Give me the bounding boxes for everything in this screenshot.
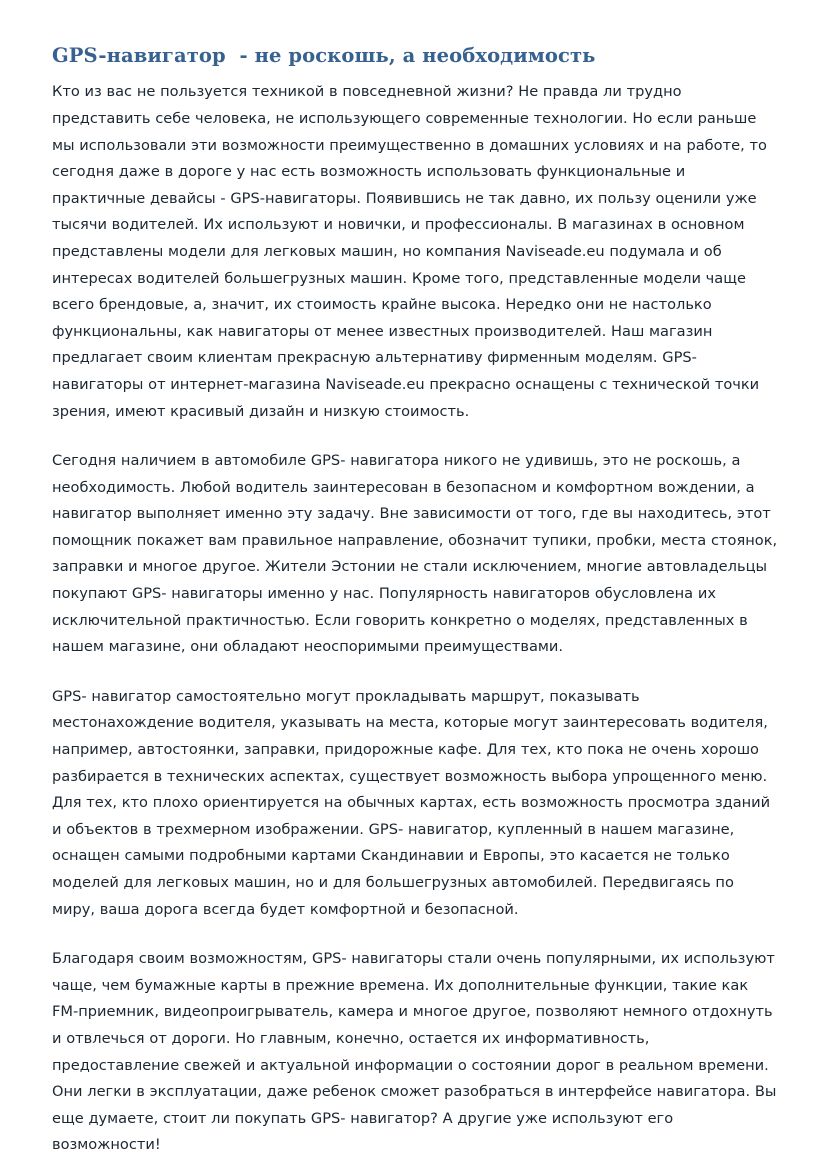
paragraph-4: Благодаря своим возможностям, GPS- навигаторы стали очень популярными, их используют чаще, чем бумажные карты в прежние времена. Их дополнительные функции, такие как FM-приемник, видеопроигрыватель, камера и многое другое, позволяют немного отдохнуть и отвлечься от дороги. Но главным, конечно, остается их информативность, предоставление свежей и актуальной информации о состоянии дорог в реальном времени. Они легки в эксплуатации, даже ребенок сможет разобраться в интерфейсе навигатора. Вы еще думаете, стоит ли покупать GPS- навигатор? А другие уже используют его возможности! <box>52 950 777 1154</box>
paragraph-2: Сегодня наличием в автомобиле GPS- навигатора никого не удивишь, это не роскошь, а необходимость. Любой водитель заинтересован в безопасном и комфортном вождении, а навигатор выполняет именно эту задачу. Вне зависимости от того, где вы находитесь, этот помощник покажет вам правильное направление, обозначит тупики, пробки, места стоянок, заправки и многое другое. Жители Эстонии не стали исключением, многие автовладельцы покупают GPS- навигаторы именно у нас. Популярность навигаторов обусловлена их исключительной практичностью. Если говорить конкретно о моделях, представленных в нашем магазине, они обладают неоспоримыми преимуществами. <box>52 452 778 656</box>
page-title: GPS-навигатор - не роскошь, а необходимость <box>52 44 596 67</box>
paragraph-3: GPS- навигатор самостоятельно могут прокладывать маршрут, показывать местонахождение водителя, указывать на места, которые могут заинтересовать водителя, например, автостоянки, заправки, придорожные кафе. Для тех, кто пока не очень хорошо разбирается в технических аспектах, существует возможность выбора упрощенного меню. Для тех, кто плохо ориентируется на обычных картах, есть возможность просмотра зданий и объектов в трехмерном изображении. GPS- навигатор, купленный в нашем магазине, оснащен самыми подробными картами Скандинавии и Европы, это касается не только моделей для легковых машин, но и для большегрузных автомобилей. Передвигаясь по миру, ваша дорога всегда будет комфортной и безопасной. <box>52 687 771 918</box>
paragraph-1: Кто из вас не пользуется техникой в повседневной жизни? Не правда ли трудно представить себе человека, не использующего современные технологии. Но если раньше мы использовали эти возможности преимущественно в домашних условиях и на работе, то сегодня даже в дороге у нас есть возможность использовать функциональные и практичные девайсы - GPS-навигаторы. Появившись не так давно, их пользу оценили уже тысячи водителей. Их используют и новички, и профессионалы. В магазинах в основном представлены модели для легковых машин, но компания Naviseade.eu подумала и об интересах водителей большегрузных машин. Кроме того, представленные модели чаще всего брендовые, а, значит, их стоимость крайне высока. Нередко они не настолько функциональны, как навигаторы от менее известных производителей. Наш магазин предлагает своим клиентам прекрасную альтернативу фирменным моделям. GPS-навигаторы от интернет-магазина Naviseade.eu прекрасно оснащены с технической точки зрения, имеют красивый дизайн и низкую стоимость. <box>52 83 767 420</box>
article-body <box>52 79 779 1159</box>
